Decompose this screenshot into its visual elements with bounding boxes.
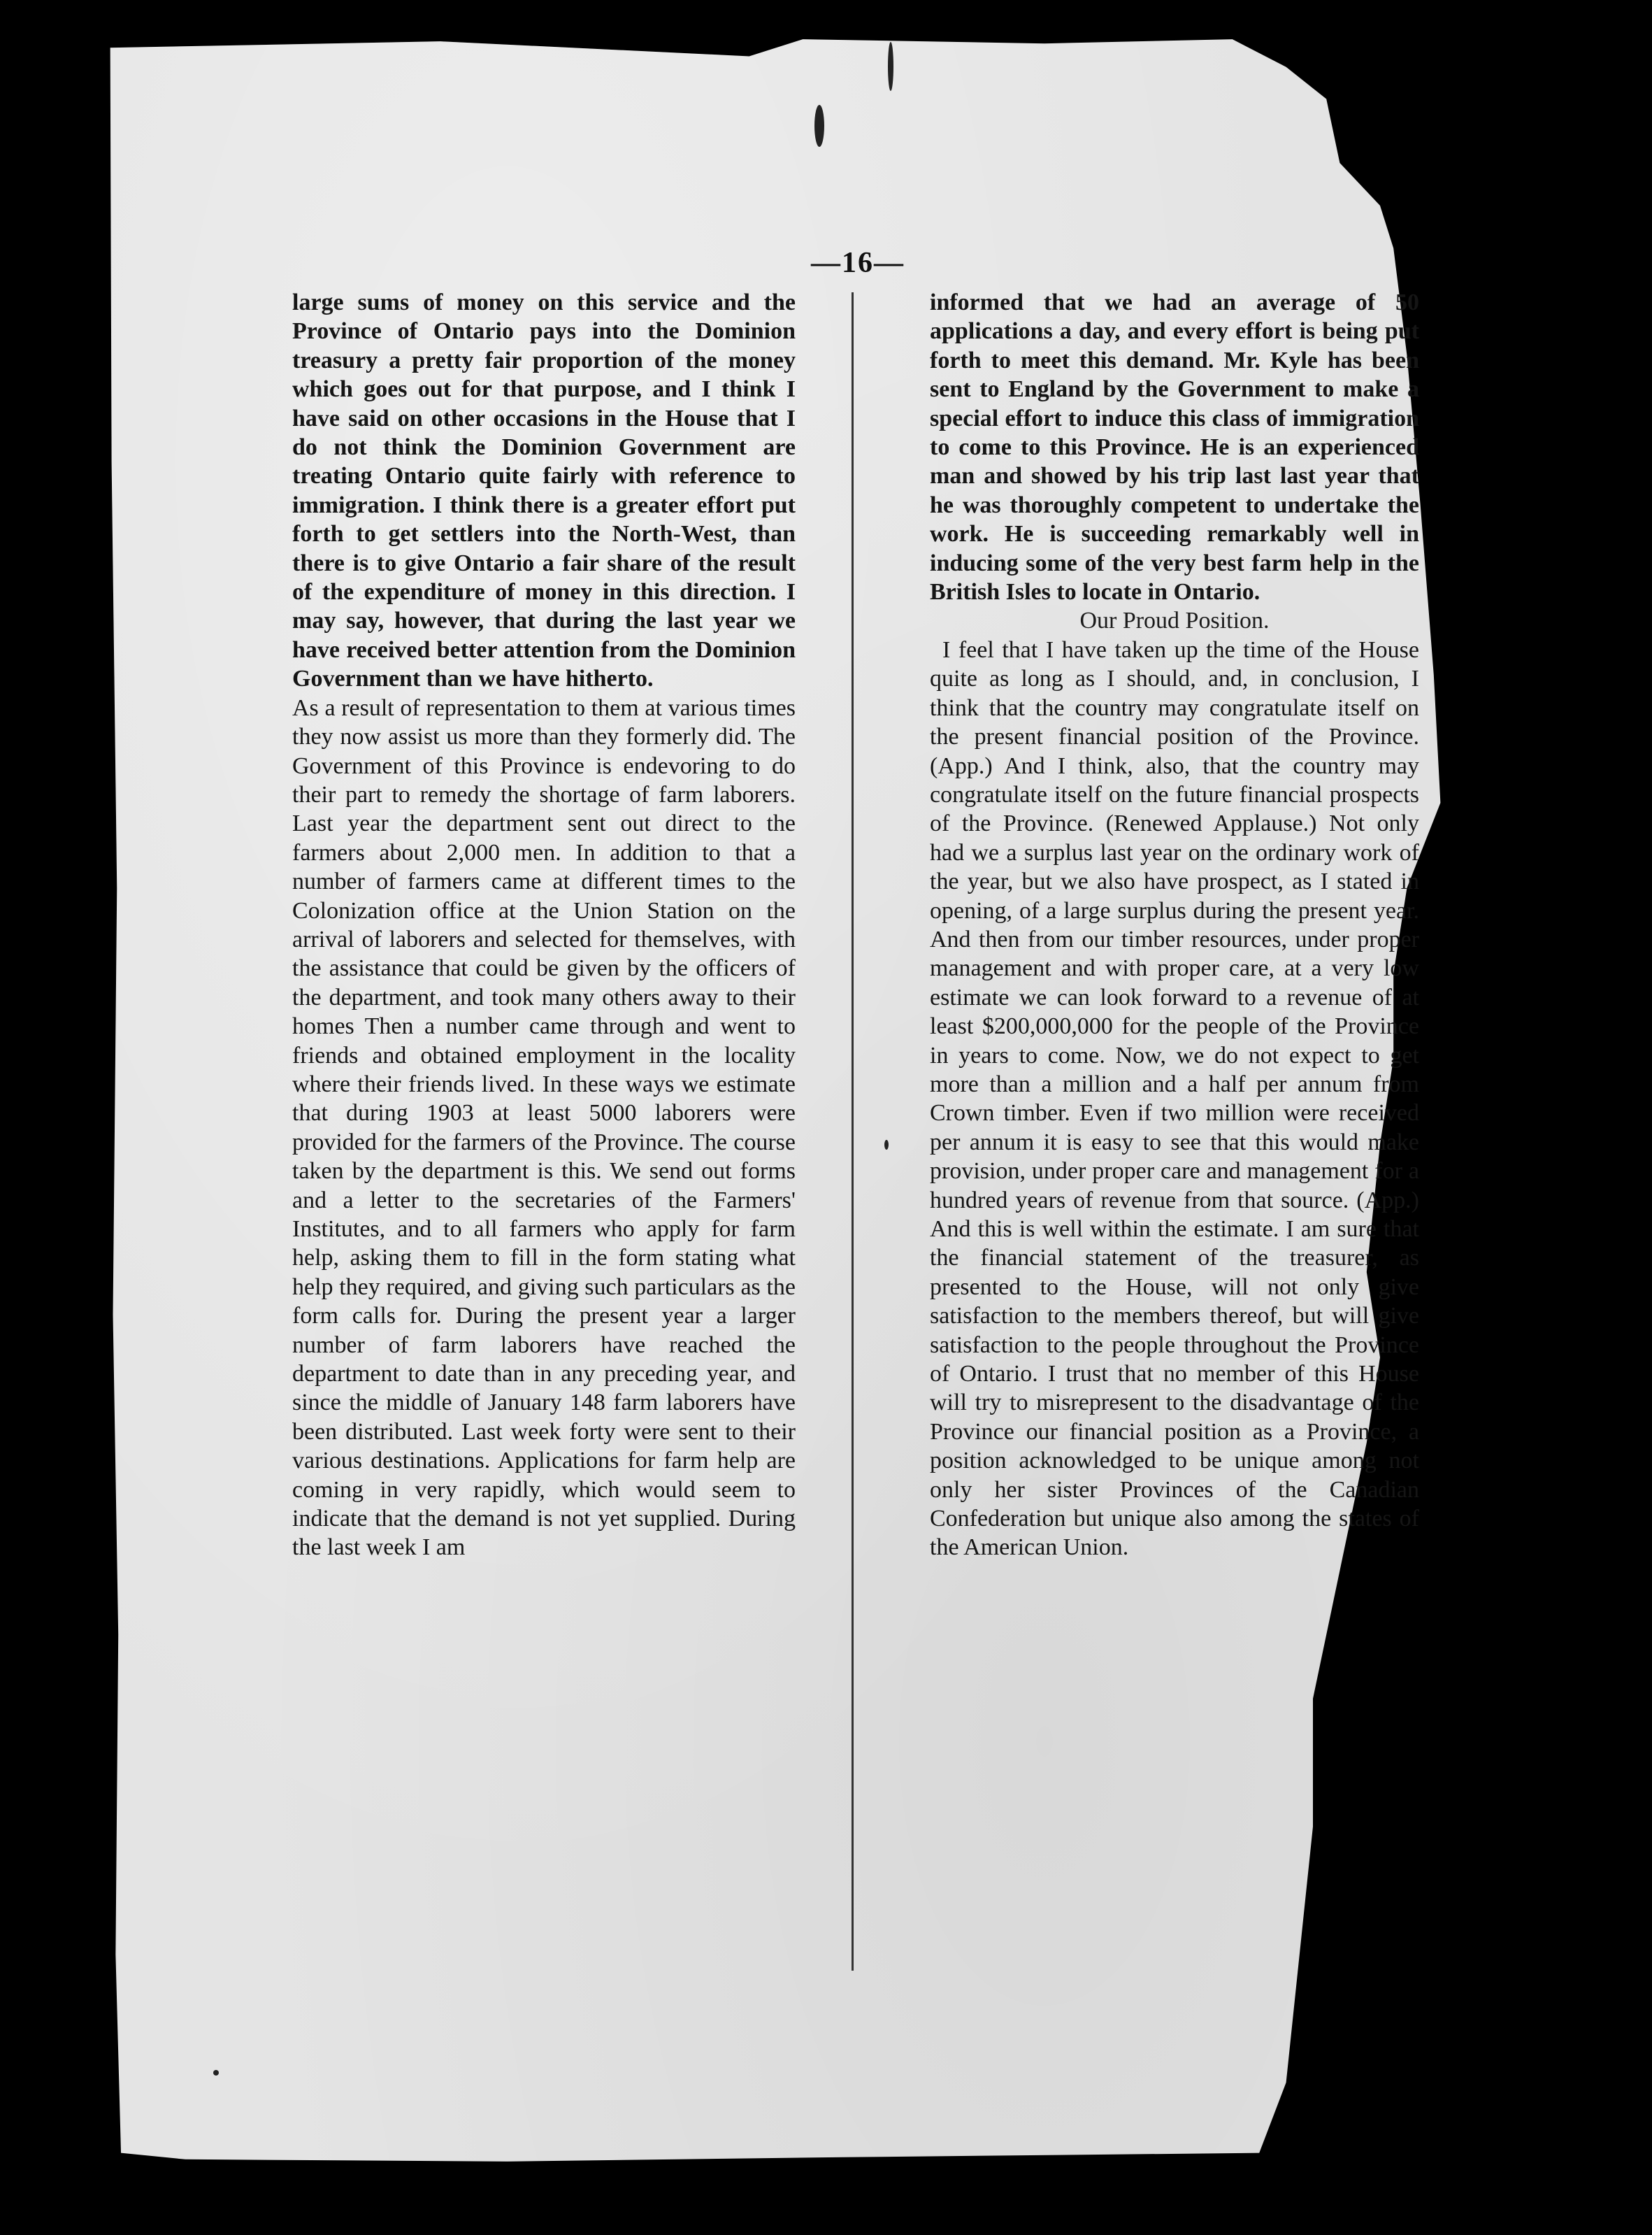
ink-speck xyxy=(814,105,824,147)
right-column-bold-paragraph: informed that we had an average of 50 applications a day, and every effort is being put forth to meet this demand. Mr. Kyle has been sent to England by the Government to make a special effort to induce this class of immigration to come to this Province. He is an experienced man and showed by his trip last last year that he was thoroughly competent to undertake the work. He is succeeding remarkably well in inducing some of the very best farm help in the British Isles to locate in Ontario. xyxy=(930,290,1419,606)
column-divider xyxy=(852,292,854,1971)
ink-speck xyxy=(213,2070,219,2076)
right-column-body-paragraph: I feel that I have taken up the time of the House quite as long as I should, and, in conclusion, I think that the country may congratulate itself on the present financial position of the Province. (App.) And I think, also, that the country may congratulate itself on the future financial prospects of the Province. (Renewed Applause.) Not only had we a surplus last year on the ordinary work of the year, but we also have prospect, as I stated in opening, of a large surplus during the present year. And then from our timber resources, under proper management and with proper care, at a very low estimate we can look forward to a revenue of at least $200,000,000 for the people of the Province in years to come. Now, we do not expect to get more than a million and a half per annum from Crown timber. Even if two million were received per annum it is easy to see that this would make provision, under proper care and management for a hundred years of revenue from that source. (App.) And this is well within the estimate. I am sure that the financial statement of the treasurer, as presented to the House, will not only give satisfaction to the members thereof, but will give satisfaction to the people throughout the Province of Ontario. I trust that no member of this House will try to misrepresent to the disadvantage of the Province our financial position as a Province, a position acknowledged to be unique among not only her sister Provinces of the Canadian Confederation but unique also among the states of the American Union. xyxy=(930,636,1419,1561)
section-subheading: Our Proud Position. xyxy=(1079,608,1270,634)
ink-speck xyxy=(884,1140,889,1150)
ink-speck xyxy=(888,42,893,91)
right-column xyxy=(930,288,1419,1562)
left-column-body-paragraph: As a result of representation to them at various times they now assist us more than they formerly did. The Government of this Province is endevoring to do their part to remedy the shortage of farm laborers. Last year the department sent out direct to the farmers about 2,000 men. In addition to that a number of farmers came at different times to the Colonization office at the Union Station on the arrival of laborers and selected for themselves, with the assistance that could be given by the officers of the department, and took many others away to their homes Then a number came through and went to friends and obtained employment in the locality where their friends lived. In these ways we estimate that during 1903 at least 5000 laborers were provided for the farmers of the Province. The course taken by the department is this. We send out forms and a letter to the secretaries of the Farmers' Institutes, and to all farmers who apply for farm help, asking them to fill in the form stating what help they required, and giving such particulars as the form calls for. During the present year a larger number of farm laborers have reached the department to date than in any preceding year, and since the middle of January 148 farm laborers have been distributed. Last week forty were sent to their various destinations. Applications for farm help are coming in very rapidly, which would seem to indicate that the demand is not yet supplied. During the last week I am xyxy=(292,694,796,1561)
page-number: —16— xyxy=(811,247,905,279)
left-column xyxy=(292,288,796,1562)
left-column-bold-paragraph: large sums of money on this service and the Province of Ontario pays into the Dominion treasury a pretty fair proportion of the money which goes out for that purpose, and I think I have said on other occasions in the House that I do not think the Dominion Government are treating Ontario quite fairly with reference to immigration. I think there is a greater effort put forth to get settlers into the North-West, than there is to give Ontario a fair share of the result of the expenditure of money in this direction. I may say, however, that during the last year we have received better attention from the Dominion Government than we have hitherto. xyxy=(292,290,796,692)
